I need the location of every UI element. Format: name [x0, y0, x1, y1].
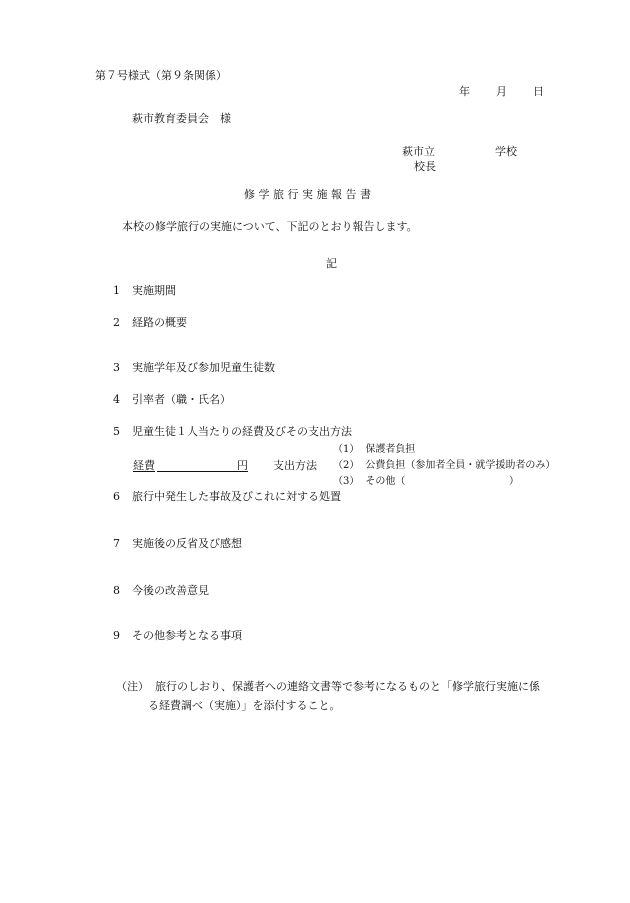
- item-5: [113, 425, 352, 439]
- item-number: 8: [113, 584, 120, 597]
- item-number: 3: [113, 361, 120, 374]
- addressee: 萩市教育委員会 様: [132, 112, 231, 125]
- item-label: 実施後の反省及び感想: [132, 537, 242, 550]
- date-month-label: 月: [496, 85, 507, 98]
- item-2: [113, 316, 187, 330]
- item-number: 1: [113, 284, 120, 297]
- option-number: （2）: [333, 460, 360, 471]
- expense-option-2: [333, 459, 555, 473]
- item-6: [113, 490, 341, 504]
- date-line: [459, 85, 544, 99]
- item-number: 2: [113, 316, 120, 329]
- item-8: [113, 584, 209, 598]
- note-line-2: る経費調べ（実施）」を添付すること。: [148, 699, 341, 712]
- item-label: 経路の概要: [132, 316, 187, 329]
- date-day-label: 日: [533, 85, 544, 98]
- date-year-label: 年: [459, 85, 470, 98]
- item-4: [113, 393, 231, 407]
- item-number: 5: [113, 425, 120, 438]
- expense-unit: 円: [237, 459, 248, 472]
- option-text: 保護者負担: [365, 444, 416, 455]
- item-label: 引率者（職・氏名）: [132, 393, 231, 406]
- expense-amount-blank: [157, 471, 237, 472]
- expense-option-1: [333, 443, 415, 457]
- item-number: 9: [113, 629, 120, 642]
- item-3: [113, 361, 275, 375]
- item-label: 実施学年及び参加児童生徒数: [132, 361, 275, 374]
- item-number: 6: [113, 490, 120, 503]
- form-number: 第７号様式（第９条関係）: [95, 69, 227, 82]
- item-label: 旅行中発生した事故及びこれに対する処置: [132, 490, 341, 503]
- item-number: 7: [113, 537, 120, 550]
- school-suffix: 学校: [495, 145, 517, 158]
- ki-heading: 記: [326, 257, 337, 270]
- option-number: （3）: [333, 476, 360, 487]
- item-number: 4: [113, 393, 120, 406]
- item-label: 今後の改善意見: [132, 584, 209, 597]
- principal-label: 校長: [414, 160, 436, 173]
- note-line-1: 旅行のしおり、保護者への連絡文書等で参考になるものと「修学旅行実施に係: [155, 680, 540, 693]
- expense-label: 経費: [133, 459, 155, 472]
- note-label: （注）: [116, 680, 149, 693]
- item-9: [113, 629, 242, 643]
- item-label: 実施期間: [132, 284, 176, 297]
- option-text: 公費負担（参加者全員・就学援助者のみ）: [365, 460, 556, 471]
- payment-method-label: 支出方法: [273, 459, 317, 472]
- item-label: その他参考となる事項: [132, 629, 242, 642]
- option-text: その他（: [365, 476, 406, 487]
- document-title: 修 学 旅 行 実 施 報 告 書: [244, 188, 371, 201]
- expense-option-3: [333, 475, 405, 489]
- item-7: [113, 537, 242, 551]
- item-1: [113, 284, 176, 298]
- option-number: （1）: [333, 444, 360, 455]
- other-close-paren: ）: [509, 476, 519, 487]
- item-label: 児童生徒１人当たりの経費及びその支出方法: [132, 425, 352, 438]
- school-prefix: 萩市立: [402, 145, 435, 158]
- intro-text: 本校の修学旅行の実施について、下記のとおり報告します。: [122, 220, 418, 233]
